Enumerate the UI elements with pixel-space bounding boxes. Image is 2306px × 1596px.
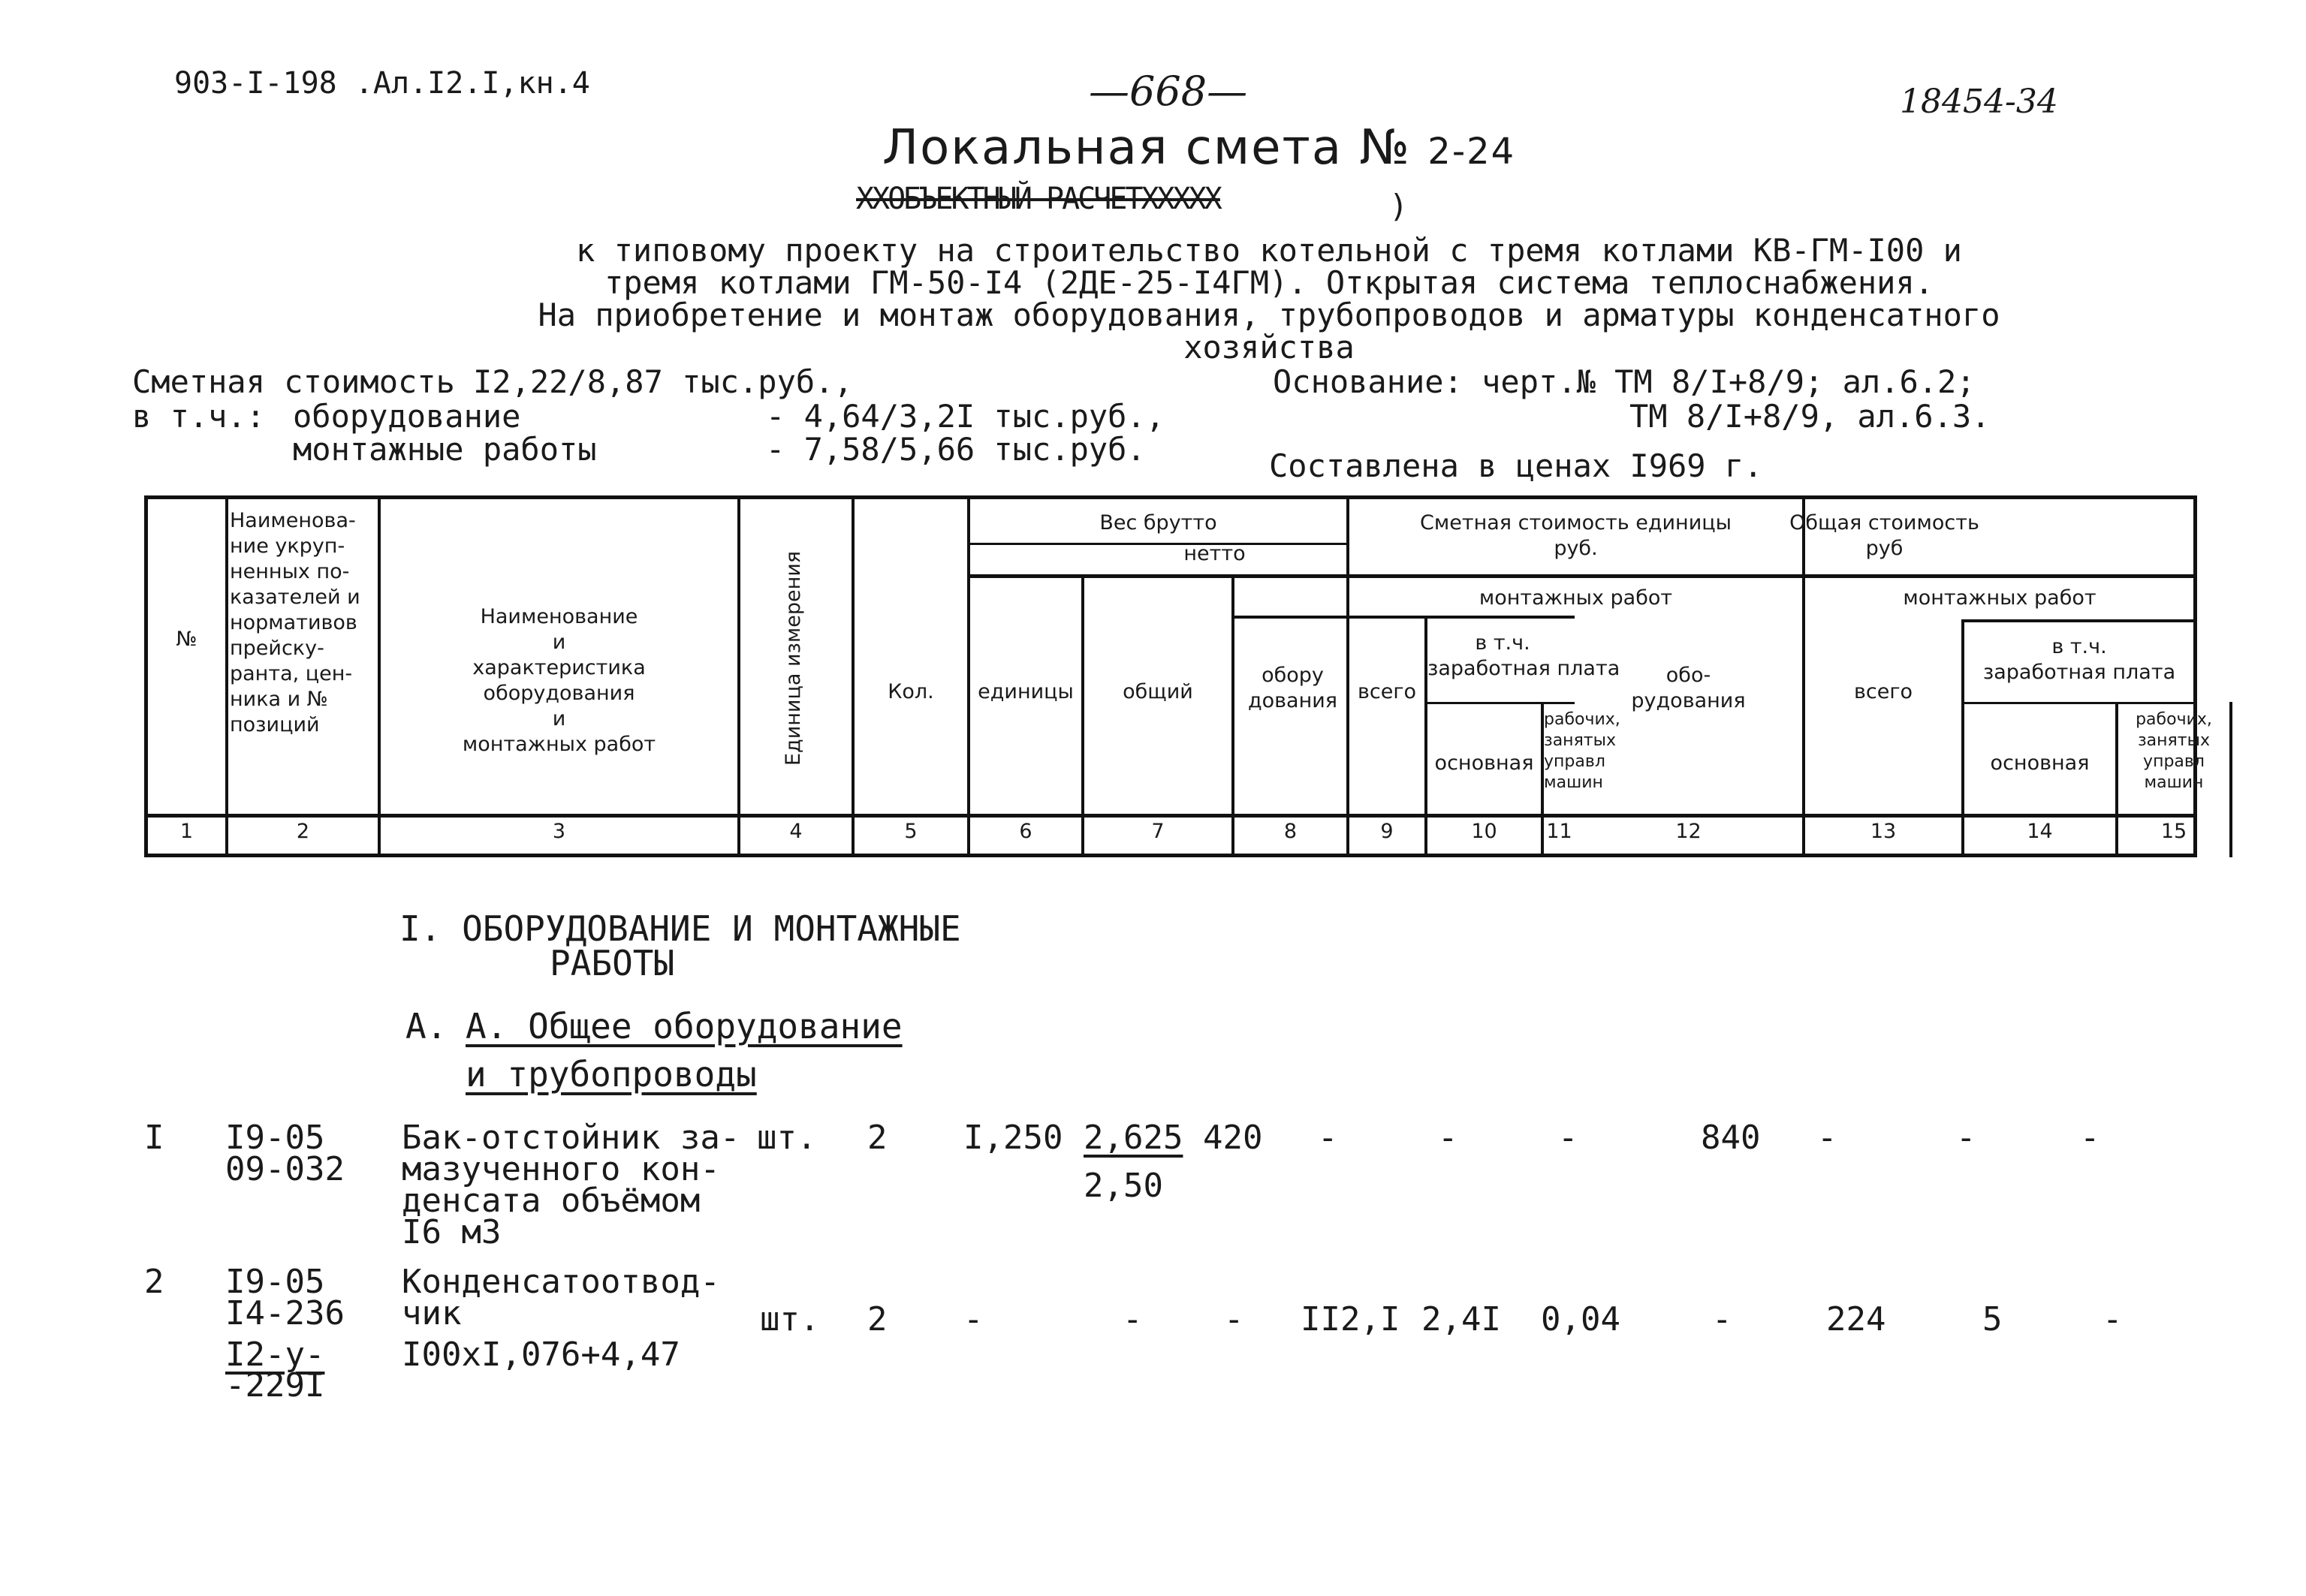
col-unit-header: Единица измерения bbox=[782, 550, 805, 766]
row-qty: 2 bbox=[867, 1119, 888, 1157]
col-number: 4 bbox=[789, 820, 803, 843]
equipment-value: - 4,64/3,2I тыс.руб., bbox=[766, 398, 1165, 435]
row-code-2: I4-236 bbox=[225, 1294, 345, 1333]
row-equipment-total: - bbox=[1712, 1300, 1732, 1339]
subtitle-line-1: к типовому проекту на строительство котельной с тремя котлами КВ-ГМ-I00 и bbox=[576, 232, 1962, 269]
col-code-header: Наименова- ние укруп- ненных по- казателей и нормативов прейску- ранта, цен- ника и № позиций bbox=[230, 509, 360, 736]
col-install-total-header: всего bbox=[1357, 680, 1417, 703]
incl-wages-header-2: в т.ч. заработная плата bbox=[1982, 635, 2176, 684]
col-basic-wages-header: основная bbox=[1434, 751, 1534, 775]
equipment-label: оборудование bbox=[293, 398, 521, 435]
prices-year: Составлена в ценах I969 г. bbox=[1269, 447, 1763, 484]
document-title bbox=[882, 120, 1515, 176]
title-text: Локальная смета № bbox=[882, 120, 1411, 176]
incl-label: в т.ч.: bbox=[132, 398, 266, 435]
struck-subtitle: ХХОБЪЕКТНЫЙ РАСЧЕТХХХХХ bbox=[856, 182, 1220, 216]
row-qty: 2 bbox=[867, 1300, 888, 1339]
row-name-1: Бак-отстойник за- bbox=[402, 1119, 740, 1157]
archive-number: 18454-34 bbox=[1900, 83, 2058, 121]
subsection-title-1: А. Общее оборудование bbox=[466, 1006, 903, 1046]
install-works-header-2: монтажных работ bbox=[1903, 586, 2097, 610]
row-install-total-2: 224 bbox=[1826, 1300, 1886, 1339]
col-number: 1 bbox=[179, 820, 194, 843]
col-machine-wages-2-header: рабочих, занятых управл машин bbox=[2136, 710, 2212, 792]
section-title-line-2: РАБОТЫ bbox=[550, 943, 675, 983]
install-works-header: монтажных работ bbox=[1479, 586, 1673, 610]
row-code-1: I9-05 bbox=[225, 1119, 325, 1157]
document-code: 903-I-198 .Ал.I2.I,кн.4 bbox=[174, 66, 590, 101]
col-number: 9 bbox=[1380, 820, 1394, 843]
col-number: 6 bbox=[1019, 820, 1032, 843]
row-name-3: денсата объёмом bbox=[402, 1182, 701, 1220]
weight-net-header: нетто bbox=[1183, 542, 1246, 565]
row-install-total-2: - bbox=[1817, 1119, 1837, 1157]
row-weight-total: - bbox=[1123, 1300, 1143, 1339]
col-number: 15 bbox=[2160, 820, 2187, 843]
col-number: 7 bbox=[1151, 820, 1165, 843]
page-number: —668— bbox=[1089, 68, 1248, 115]
col-machine-wages-header: рабочих, занятых управл машин bbox=[1544, 710, 1620, 792]
row-code-1: I9-05 bbox=[225, 1263, 325, 1301]
col-number: 5 bbox=[904, 820, 918, 843]
row-equipment-unit: - bbox=[1224, 1300, 1244, 1339]
row-machine-wages-2: - bbox=[2080, 1119, 2100, 1157]
row-name-3: I00хI,076+4,47 bbox=[402, 1336, 680, 1374]
row-name-2: мазученного кон- bbox=[402, 1150, 720, 1188]
col-number: 12 bbox=[1675, 820, 1702, 843]
col-weight-unit-header: единицы bbox=[978, 680, 1074, 703]
install-label: монтажные работы bbox=[293, 431, 597, 468]
col-no-header: № bbox=[176, 628, 197, 651]
total-cost-label: Сметная стоимость bbox=[132, 363, 455, 400]
row-code-3: I2-у- bbox=[225, 1336, 325, 1374]
row-weight-total: 2,625 bbox=[1084, 1119, 1183, 1157]
row-unit: шт. bbox=[760, 1300, 820, 1339]
closing-paren: ) bbox=[1389, 188, 1409, 224]
total-cost-value: I2,22/8,87 тыс.руб., bbox=[473, 363, 853, 400]
basis-line-1: Основание: черт.№ ТМ 8/I+8/9; ал.6.2; bbox=[1273, 363, 1976, 400]
subtitle-line-2: тремя котлами ГМ-50-I4 (2ДЕ-25-I4ГМ). Открытая система теплоснабжения. bbox=[604, 264, 1934, 301]
install-value: - 7,58/5,66 тыс.руб. bbox=[766, 431, 1146, 468]
row-install-total: II2,I bbox=[1301, 1300, 1400, 1339]
subtitle-line-3: На приобретение и монтаж оборудования, трубопроводов и арматуры конденсатного bbox=[538, 297, 2000, 333]
col-basic-wages-2-header: основная bbox=[1990, 751, 2090, 775]
row-basic-wages: - bbox=[1438, 1119, 1458, 1157]
row-weight-unit: - bbox=[963, 1300, 984, 1339]
col-weight-total-header: общий bbox=[1123, 680, 1193, 703]
row-weight-net: 2,50 bbox=[1084, 1167, 1163, 1205]
col-number: 14 bbox=[2027, 820, 2053, 843]
incl-wages-header: в т.ч. заработная плата bbox=[1427, 631, 1620, 680]
row-weight-unit: I,250 bbox=[963, 1119, 1063, 1157]
row-basic-wages-2: 5 bbox=[1982, 1300, 2003, 1339]
basis-line-2: ТМ 8/I+8/9, ал.6.3. bbox=[1629, 398, 1991, 435]
row-number: 2 bbox=[144, 1263, 164, 1301]
col-number: 13 bbox=[1870, 820, 1897, 843]
row-basic-wages-2: - bbox=[1956, 1119, 1976, 1157]
row-code-2: 09-032 bbox=[225, 1150, 345, 1188]
row-unit: шт. bbox=[757, 1119, 817, 1157]
col-qty-header: Кол. bbox=[888, 680, 934, 703]
col-number: 3 bbox=[552, 820, 566, 843]
subtitle bbox=[481, 232, 2057, 366]
row-basic-wages: 2,4I bbox=[1421, 1300, 1501, 1339]
total-cost-header: Общая стоимость руб bbox=[1789, 511, 1979, 560]
section-title-line-1: I. ОБОРУДОВАНИЕ И МОНТАЖНЫЕ bbox=[399, 908, 961, 949]
row-machine-wages: 0,04 bbox=[1541, 1300, 1620, 1339]
weight-gross-header: Вес брутто bbox=[1099, 511, 1217, 535]
header-table bbox=[144, 495, 2212, 857]
row-name-1: Конденсатоотвод- bbox=[402, 1263, 720, 1301]
row-install-total: - bbox=[1318, 1119, 1338, 1157]
col-number: 8 bbox=[1283, 820, 1298, 843]
row-equipment-total: 840 bbox=[1701, 1119, 1761, 1157]
row-number: I bbox=[144, 1119, 164, 1157]
col-install-total-2-header: всего bbox=[1853, 680, 1913, 703]
row-equipment-unit: 420 bbox=[1203, 1119, 1263, 1157]
col-number: 2 bbox=[296, 820, 310, 843]
title-number: 2-24 bbox=[1427, 131, 1516, 173]
row-name-2: чик bbox=[402, 1294, 462, 1333]
col-equipment-total-header: обо- рудования bbox=[1631, 664, 1746, 712]
unit-cost-header: Сметная стоимость единицы руб. bbox=[1420, 511, 1732, 560]
col-number: 10 bbox=[1471, 820, 1497, 843]
row-name-4: I6 м3 bbox=[402, 1213, 502, 1251]
subsection-letter: А. bbox=[405, 1006, 469, 1046]
col-name-header: Наименование и характеристика оборудования и монтажных работ bbox=[462, 605, 656, 756]
col-number: 11 bbox=[1546, 820, 1572, 843]
row-machine-wages: - bbox=[1558, 1119, 1578, 1157]
row-code-4: -229I bbox=[225, 1366, 325, 1405]
subtitle-line-4: хозяйства bbox=[1183, 329, 1355, 366]
subsection-line-1 bbox=[405, 1006, 468, 1046]
subsection-title-2: и трубопроводы bbox=[466, 1054, 757, 1095]
row-machine-wages-2: - bbox=[2103, 1300, 2123, 1339]
col-equipment-unit-header: обору дования bbox=[1247, 664, 1338, 712]
